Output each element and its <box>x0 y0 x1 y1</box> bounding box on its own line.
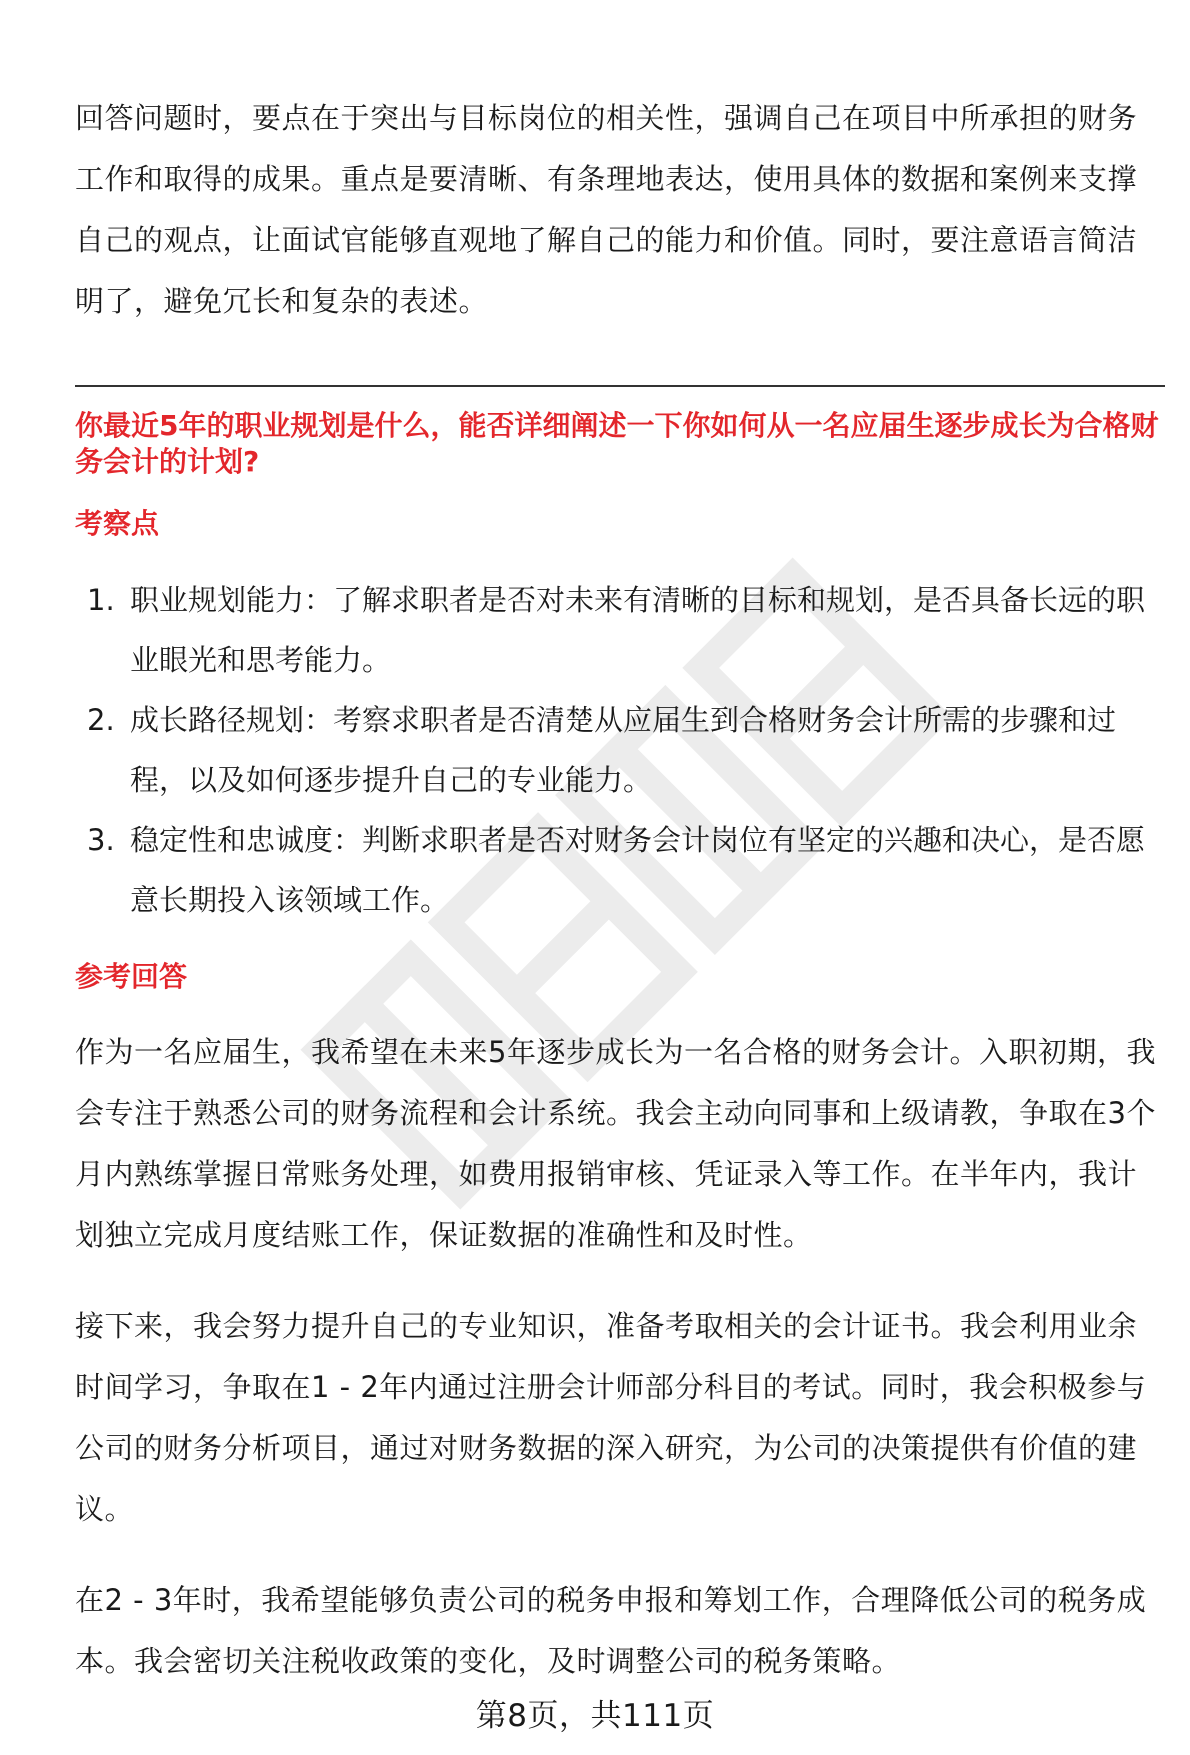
list-item <box>75 570 1165 690</box>
list-item-number: 2. <box>87 703 115 737</box>
intro-paragraph: 回答问题时，要点在于突出与目标岗位的相关性，强调自己在项目中所承担的财务工作和取得的成果。重点是要清晰、有条理地表达，使用具体的数据和案例来支撑自己的观点，让面试官能够直观地了解自己的能力和价值。同时，要注意语言简洁明了，避免冗长和复杂的表述。 <box>75 101 1138 318</box>
reference-answer-body <box>75 1022 1165 1722</box>
list-item-text: 成长路径规划：考察求职者是否清楚从应届生到合格财务会计所需的步骤和过程，以及如何逐步提升自己的专业能力。 <box>130 703 1117 797</box>
reference-answer-heading: 参考回答 <box>75 960 188 993</box>
answer-paragraph: 作为一名应届生，我希望在未来5年逐步成长为一名合格的财务会计。入职初期，我会专注于熟悉公司的财务流程和会计系统。我会主动向同事和上级请教，争取在3个月内熟练掌握日常账务处理，如费用报销审核、凭证录入等工作。在半年内，我计划独立完成月度结账工作，保证数据的准确性和及时性。 <box>75 1035 1156 1252</box>
answer-paragraph: 在2 - 3年时，我希望能够负责公司的税务申报和筹划工作，合理降低公司的税务成本。我会密切关注税收政策的变化，及时调整公司的税务策略。 <box>75 1583 1147 1678</box>
list-item-number: 1. <box>87 583 115 617</box>
answer-paragraph: 接下来，我会努力提升自己的专业知识，准备考取相关的会计证书。我会利用业余时间学习，争取在1 - 2年内通过注册会计师部分科目的考试。同时，我会积极参与公司的财务分析项目，通过对财务数据的深入研究，为公司的决策提供有价值的建议。 <box>75 1309 1147 1526</box>
page-number: 第8页，共111页 <box>475 1698 715 1734</box>
section-divider <box>75 385 1165 387</box>
list-item-number: 3. <box>87 823 115 857</box>
key-points-heading: 考察点 <box>75 507 160 540</box>
question-title: 你最近5年的职业规划是什么，能否详细阐述一下你如何从一名应届生逐步成长为合格财务会计的计划? <box>75 409 1159 478</box>
list-item-text: 稳定性和忠诚度：判断求职者是否对财务会计岗位有坚定的兴趣和决心，是否愿意长期投入该领域工作。 <box>130 823 1146 917</box>
list-item-text: 职业规划能力：了解求职者是否对未来有清晰的目标和规划，是否具备长远的职业眼光和思考能力。 <box>130 583 1146 677</box>
intro-section <box>75 88 1165 332</box>
list-item <box>75 810 1165 930</box>
key-points-list <box>75 570 1165 930</box>
list-item <box>75 690 1165 810</box>
